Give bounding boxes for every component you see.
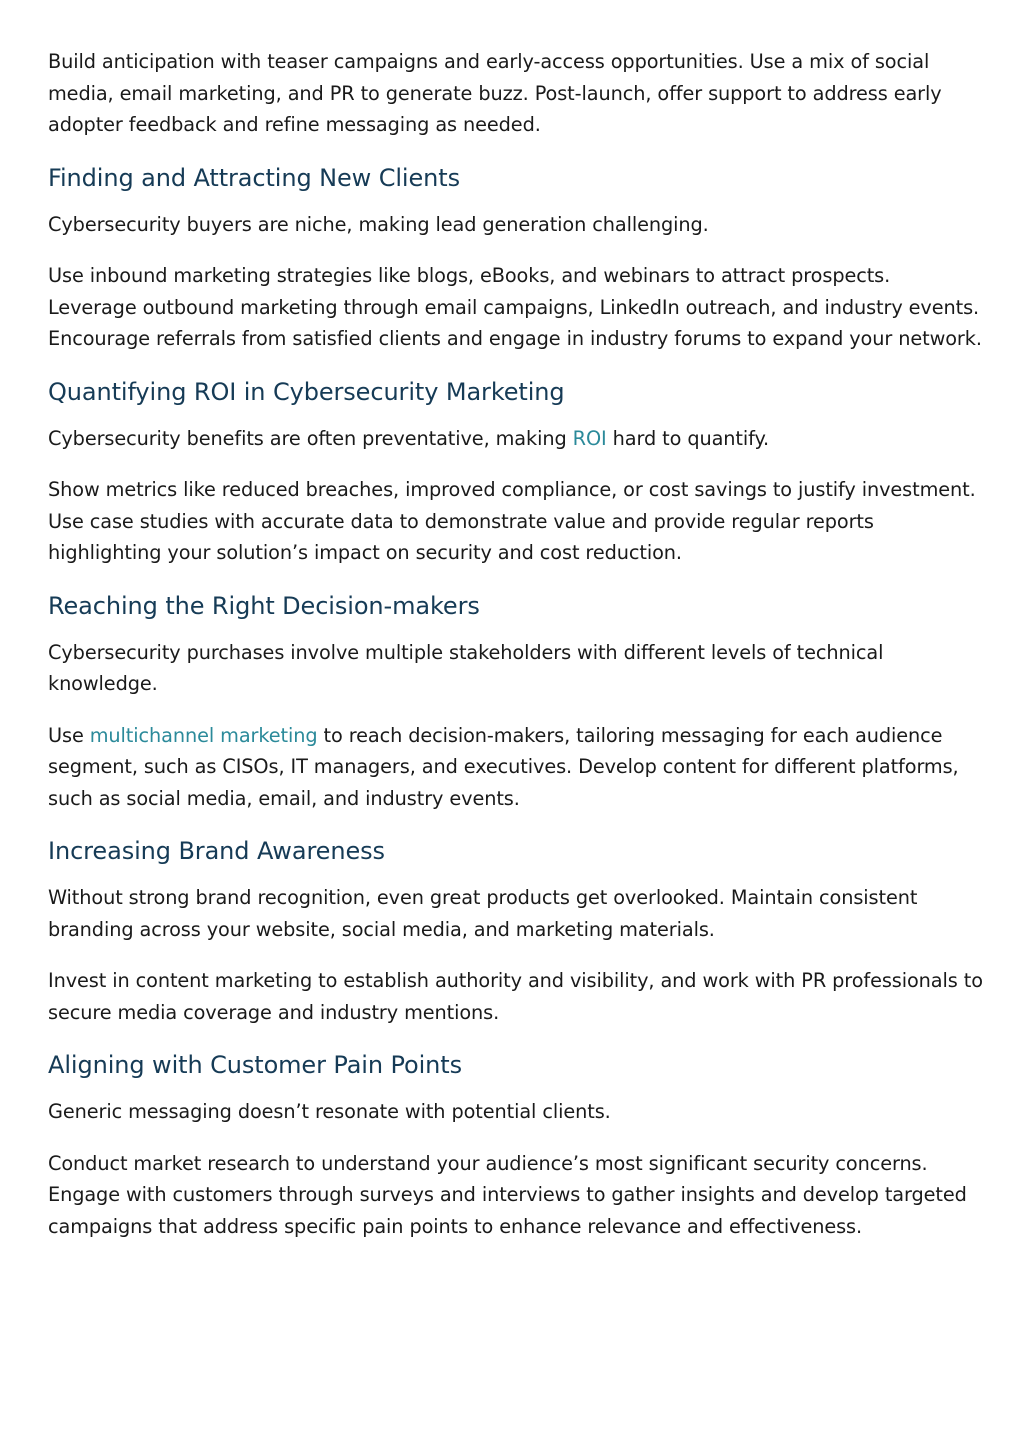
section-heading: Reaching the Right Decision-makers <box>48 591 480 620</box>
text-segment: to reach decision-makers, tailoring messaging for each audience segment, such as CISOs, IT managers, and executives. Develop content for different platforms, such as social media, email, and industry events. <box>48 723 959 810</box>
section-paragraph: Cybersecurity purchases involve multiple stakeholders with different levels of technical knowledge. <box>48 640 884 695</box>
multichannel-marketing-link[interactable]: multichannel marketing <box>89 723 318 747</box>
section-paragraph: Use inbound marketing strategies like blogs, eBooks, and webinars to attract prospects. Leverage outbound marketing through email campaigns, LinkedIn outreach, and industry events. Encourage referrals from satisfied clients and engage in industry forums to expand your network. <box>48 264 982 350</box>
section-heading: Aligning with Customer Pain Points <box>48 1051 462 1079</box>
article-body <box>48 46 983 1262</box>
section-heading: Finding and Attracting New Clients <box>48 163 460 192</box>
section-paragraph: Invest in content marketing to establish authority and visibility, and work with PR professionals to secure media coverage and industry mentions. <box>48 969 983 1024</box>
section-paragraph: Generic messaging doesn’t resonate with potential clients. <box>48 1100 611 1123</box>
section-paragraph <box>48 423 983 455</box>
section-brand-awareness <box>48 834 983 1028</box>
section-heading: Quantifying ROI in Cybersecurity Marketing <box>48 377 565 406</box>
section-heading: Increasing Brand Awareness <box>48 837 385 865</box>
section-paragraph: Conduct market research to understand your audience’s most significant security concerns. Engage with customers through surveys and interviews to gather insights and develop targeted campaigns that address specific pain points to enhance relevance and effectiveness. <box>48 1151 967 1238</box>
text-segment: Use <box>48 723 90 747</box>
section-quantifying-roi <box>48 375 983 569</box>
section-paragraph: Cybersecurity buyers are niche, making lead generation challenging. <box>48 212 709 236</box>
section-decision-makers <box>48 589 983 815</box>
text-segment: Cybersecurity benefits are often preventative, making <box>48 426 573 450</box>
section-finding-clients <box>48 161 983 355</box>
section-paragraph <box>48 720 983 815</box>
section-paragraph: Show metrics like reduced breaches, improved compliance, or cost savings to justify investment. Use case studies with accurate data to demonstrate value and provide regular reports highlighting your solution’s impact on security and cost reduction. <box>48 478 976 564</box>
intro-paragraph: Build anticipation with teaser campaigns and early-access opportunities. Use a mix of social media, email marketing, and PR to generate buzz. Post-launch, offer support to address early adopter feedback and refine messaging as needed. <box>48 50 942 136</box>
roi-link[interactable]: ROI <box>572 426 607 450</box>
section-paragraph: Without strong brand recognition, even great products get overlooked. Maintain consistent branding across your website, social media, and marketing materials. <box>48 886 918 941</box>
section-pain-points <box>48 1048 983 1242</box>
text-segment: hard to quantify. <box>606 426 770 450</box>
